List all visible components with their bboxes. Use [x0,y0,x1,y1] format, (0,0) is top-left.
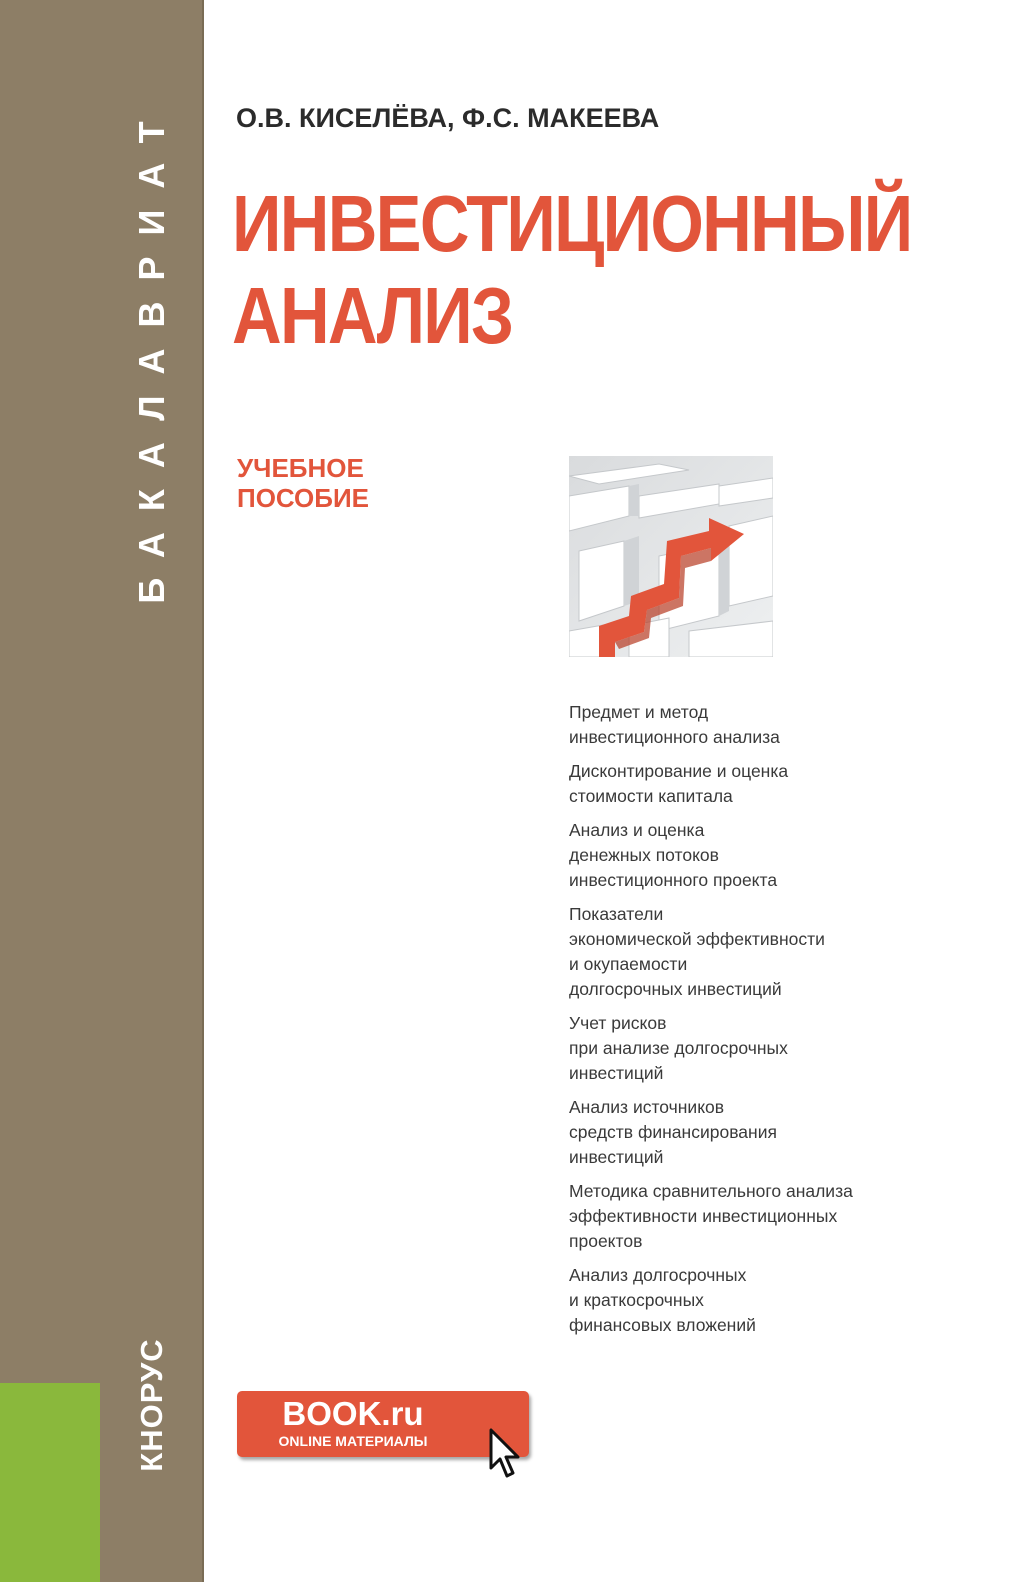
publisher-logo-text: КНОРУС [134,1338,169,1472]
list-item: Анализ источников средств финансирования инвестиций [569,1097,777,1167]
list-item: Анализ и оценка денежных потоков инвестиционного проекта [569,820,778,890]
topics-list [569,700,929,1347]
maze-arrow-illustration [569,456,773,657]
list-item: Методика сравнительного анализа эффективности инвестиционных проектов [569,1181,853,1251]
bookru-button[interactable] [237,1391,529,1457]
book-subtitle [237,453,369,513]
authors: О.В. КИСЕЛЁВА, Ф.С. МАКЕЕВА [236,103,660,133]
list-item: Анализ долгосрочных и краткосрочных финансовых вложений [569,1265,756,1335]
book-title [232,178,911,362]
bookru-label: BOOK.ru [282,1395,424,1432]
spine-strip [0,0,204,1582]
book-title-line-1: ИНВЕСТИЦИОННЫЙ [232,179,912,268]
book-subtitle-line-2: ПОСОБИЕ [237,483,369,513]
list-item: Показатели экономической эффективности и окупаемости долгосрочных инвестиций [569,904,825,999]
book-subtitle-line-1: УЧЕБНОЕ [237,453,364,483]
bookru-sublabel: ONLINE МАТЕРИАЛЫ [278,1433,428,1449]
list-item: Дисконтирование и оценка стоимости капитала [569,761,789,806]
spine-green-block [0,1383,100,1582]
list-item: Предмет и метод инвестиционного анализа [569,702,780,747]
list-item: Учет рисков при анализе долгосрочных инвестиций [569,1013,788,1083]
mouse-pointer-icon [488,1428,520,1480]
book-title-line-2: АНАЛИЗ [232,271,513,360]
series-label-text: БАКАЛАВРИАТ [131,100,172,604]
